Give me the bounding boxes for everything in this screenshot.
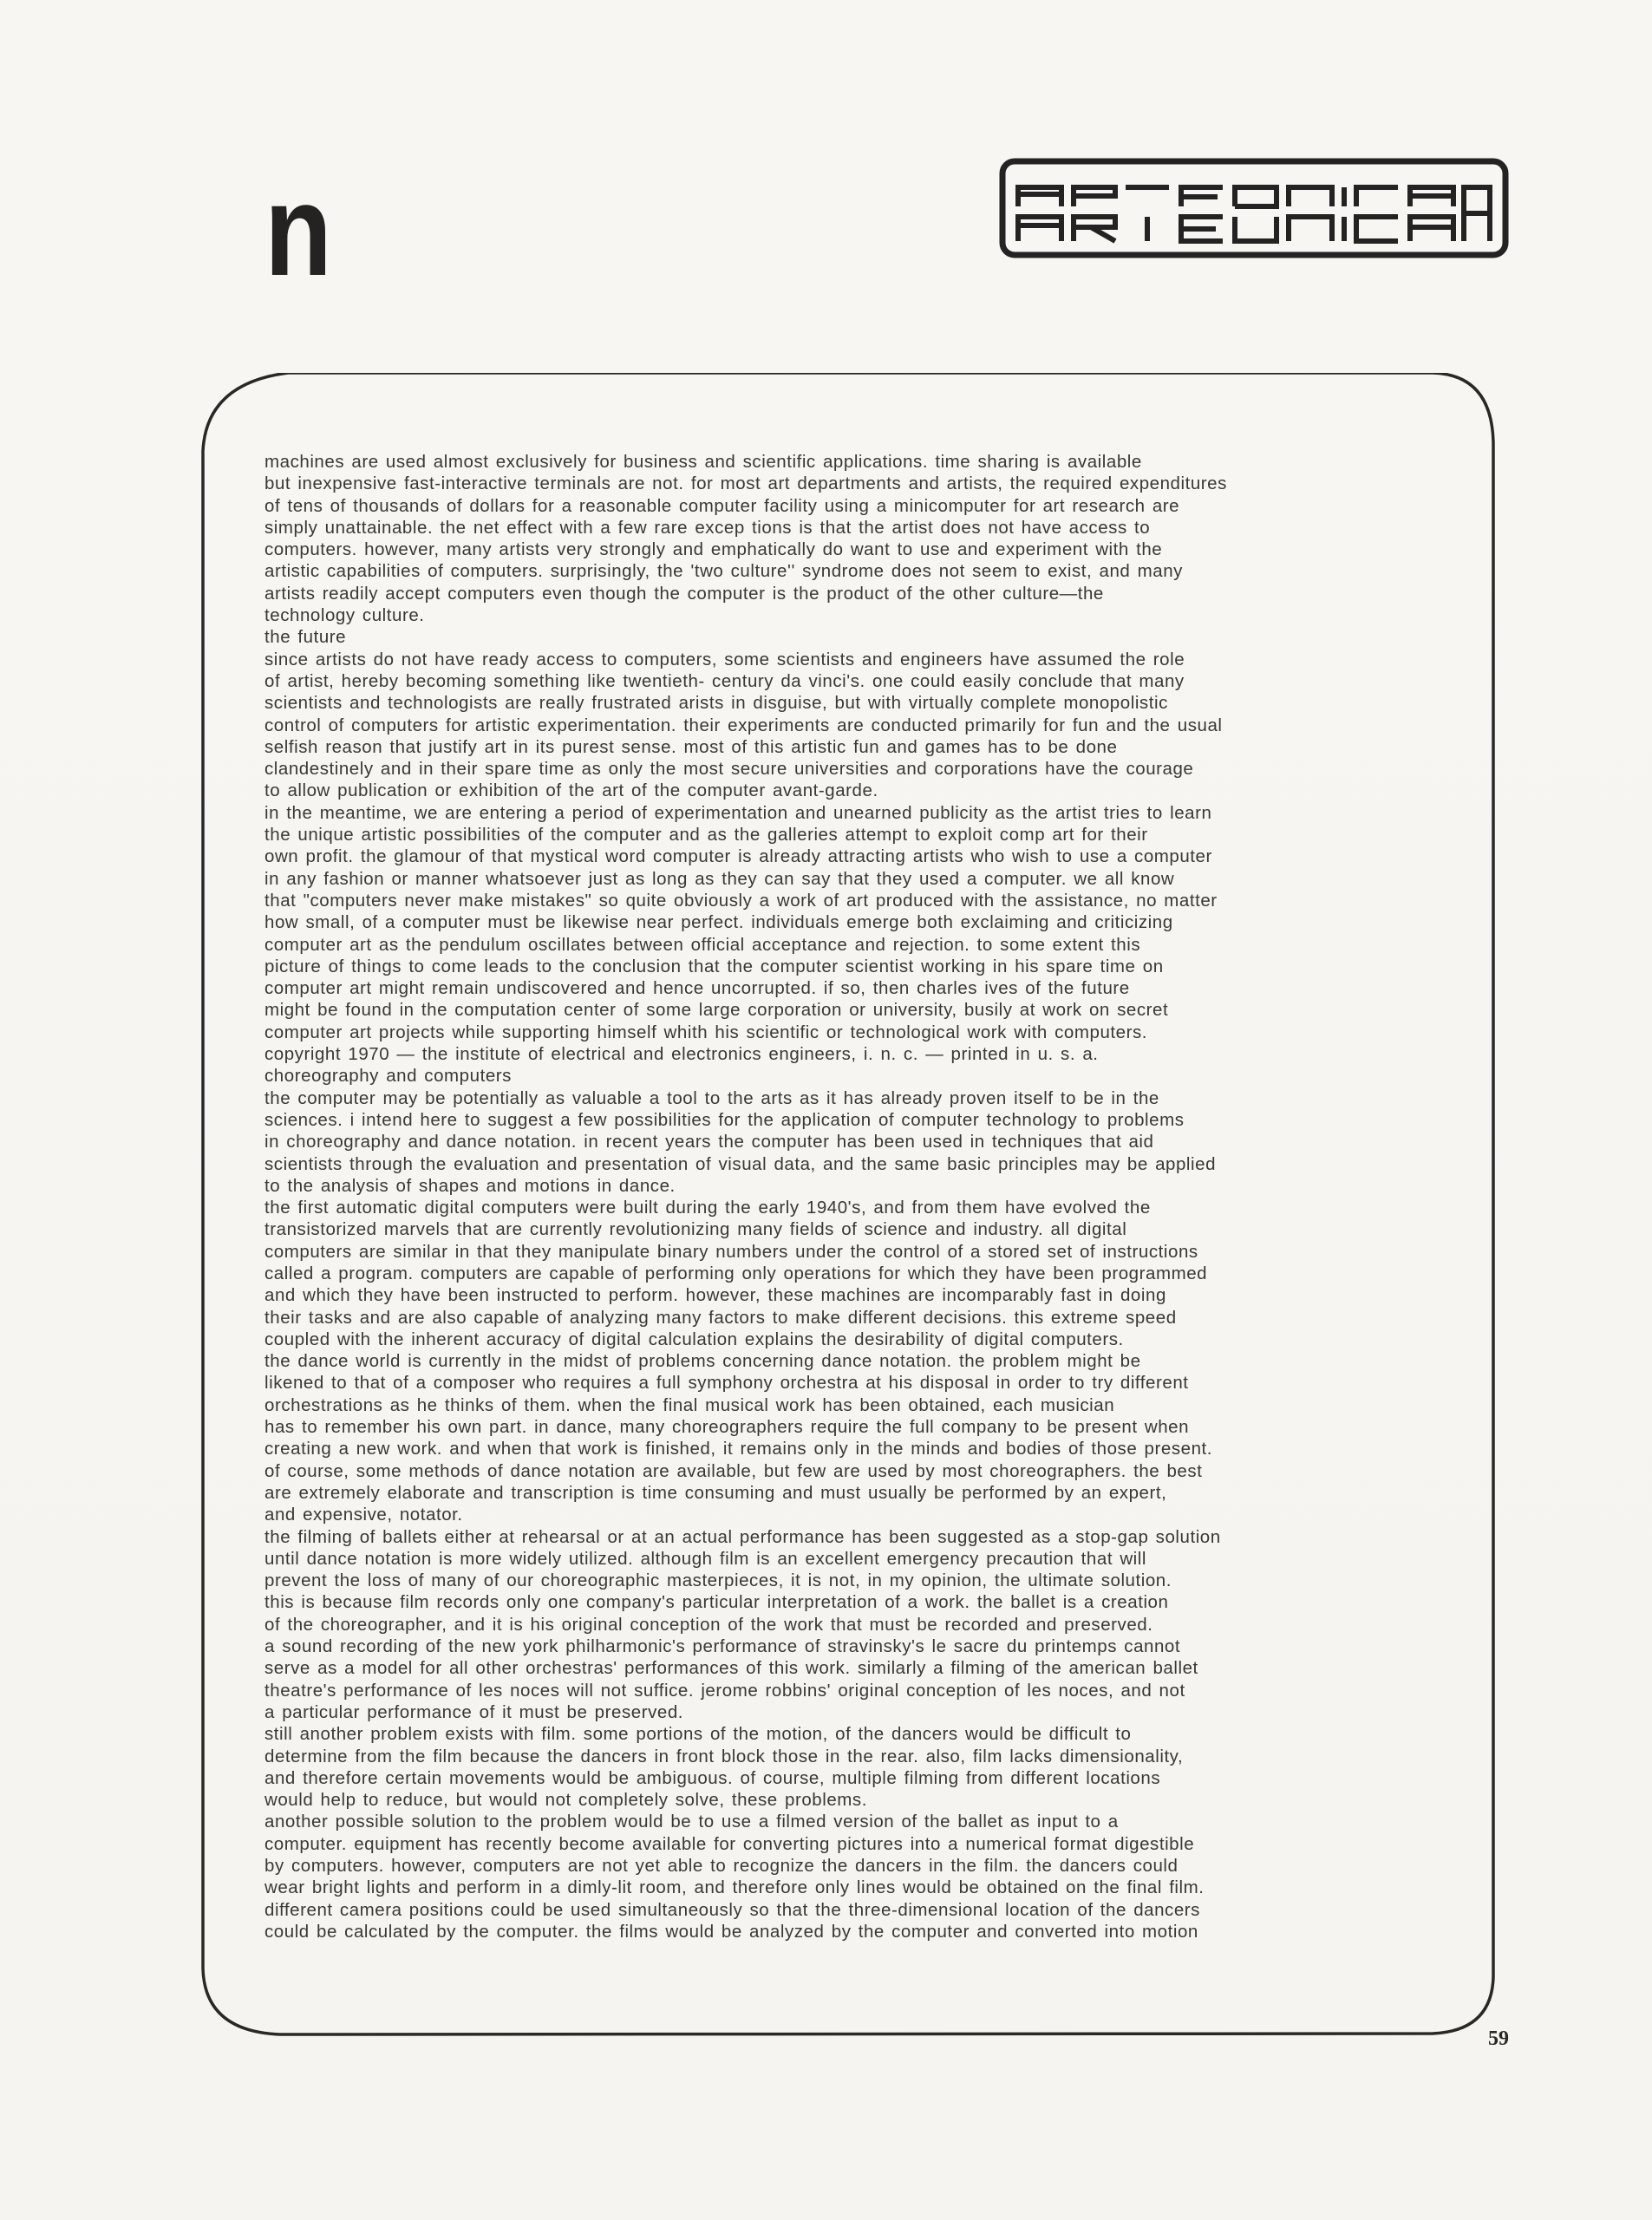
body-line: called a program. computers are capable of performing only operations for which they have been programmed xyxy=(264,1263,1208,1283)
body-line: could be calculated by the computer. the films would be analyzed by the computer and converted into motion xyxy=(264,1921,1198,1942)
body-line: wear bright lights and perform in a dimly-lit room, and therefore only lines would be obtained on the final film. xyxy=(264,1877,1205,1898)
body-line: prevent the loss of many of our choreographic masterpieces, it is not, in my opinion, the ultimate solution. xyxy=(264,1570,1172,1591)
body-line: in any fashion or manner whatsoever just as long as they can say that they used a computer. we all know xyxy=(264,868,1175,889)
body-line: would help to reduce, but would not completely solve, these problems. xyxy=(264,1790,867,1811)
body-line: own profit. the glamour of that mystical word computer is already attracting artists who wish to use a computer xyxy=(264,846,1212,867)
masthead-logo-graphic xyxy=(999,156,1509,260)
body-line: in the meantime, we are entering a period of experimentation and unearned publicity as the artist tries to learn xyxy=(264,802,1212,823)
body-line: and expensive, notator. xyxy=(264,1505,463,1525)
body-line: but inexpensive fast-interactive terminals are not. for most art departments and artists, the required expenditures xyxy=(264,473,1227,494)
body-line: by computers. however, computers are not yet able to recognize the dancers in the film. the dancers could xyxy=(264,1856,1179,1876)
body-line: how small, of a computer must be likewise near perfect. individuals emerge both exclaiming and criticizing xyxy=(264,912,1173,933)
body-line: still another problem exists with film. some portions of the motion, of the dancers would be difficult to xyxy=(264,1724,1132,1745)
body-line: choreography and computers xyxy=(264,1066,512,1087)
body-line: coupled with the inherent accuracy of digital calculation explains the desirability of digital computers. xyxy=(264,1329,1124,1349)
body-line: a particular performance of it must be preserved. xyxy=(264,1701,684,1722)
body-line: likened to that of a composer who requires a full symphony orchestra at his disposal in order to try different xyxy=(264,1373,1189,1394)
body-line: the first automatic digital computers were built during the early 1940's, and from them have evolved the xyxy=(264,1198,1151,1218)
body-line: until dance notation is more widely utilized. although film is an excellent emergency precaution that will xyxy=(264,1548,1146,1569)
body-line: and which they have been instructed to perform. however, these machines are incomparably fast in doing xyxy=(264,1285,1166,1306)
body-line: computers are similar in that they manipulate binary numbers under the control of a stored set of instructions xyxy=(264,1241,1198,1262)
body-line: control of computers for artistic experimentation. their experiments are conducted primarily for fun and the usual xyxy=(264,715,1223,735)
body-line: clandestinely and in their spare time as only the most secure universities and corporations have the courage xyxy=(264,759,1194,780)
body-line: picture of things to come leads to the conclusion that the computer scientist working in his spare time on xyxy=(264,956,1164,976)
body-line: serve as a model for all other orchestras' performances of this work. similarly a filming of the american ballet xyxy=(264,1658,1198,1679)
body-line: their tasks and are also capable of analyzing many factors to make different decisions. this extreme speed xyxy=(264,1307,1177,1328)
body-line: since artists do not have ready access to computers, some scientists and engineers have assumed the role xyxy=(264,649,1185,669)
body-line: orchestrations as he thinks of them. when the final musical work has been obtained, each musician xyxy=(264,1394,1115,1415)
masthead-logo xyxy=(999,156,1509,260)
body-line: the unique artistic possibilities of the computer and as the galleries attempt to exploit comp art for their xyxy=(264,825,1148,846)
body-line: artists readily accept computers even though the computer is the product of the other culture—the xyxy=(264,583,1104,604)
body-line: copyright 1970 — the institute of electrical and electronics engineers, i. n. c. — printed in u. s. a. xyxy=(264,1044,1099,1065)
body-line: the filming of ballets either at rehearsal or at an actual performance has been suggested as a stop-gap solution xyxy=(264,1526,1221,1547)
body-line: in choreography and dance notation. in recent years the computer has been used in techniques that aid xyxy=(264,1132,1154,1152)
body-line: selfish reason that justify art in its purest sense. most of this artistic fun and games has to be done xyxy=(264,736,1118,757)
body-line: scientists through the evaluation and presentation of visual data, and the same basic principles may be applied xyxy=(264,1153,1217,1174)
body-line: computer art as the pendulum oscillates between official acceptance and rejection. to some extent this xyxy=(264,934,1141,955)
body-line: that "computers never make mistakes" so quite obviously a work of art produced with the assistance, no matter xyxy=(264,890,1218,911)
body-line: sciences. i intend here to suggest a few possibilities for the application of computer technology to problems xyxy=(264,1109,1185,1130)
body-line: technology culture. xyxy=(264,605,425,626)
body-line: computers. however, many artists very strongly and emphatically do want to use and experiment with the xyxy=(264,539,1163,560)
body-line: are extremely elaborate and transcription is time consuming and must usually be performed by an expert, xyxy=(264,1482,1167,1503)
body-line: determine from the film because the dancers in front block those in the rear. also, film lacks dimensionality, xyxy=(264,1746,1184,1766)
body-line: this is because film records only one company's particular interpretation of a work. the ballet is a creation xyxy=(264,1592,1169,1613)
body-line: to allow publication or exhibition of the art of the computer avant-garde. xyxy=(264,780,878,801)
body-line: the dance world is currently in the midst of problems concerning dance notation. the problem might be xyxy=(264,1351,1141,1372)
body-line: another possible solution to the problem would be to use a filmed version of the ballet as input to a xyxy=(264,1812,1119,1832)
page-number: 59 xyxy=(1488,2027,1509,2050)
body-line: the future xyxy=(264,627,347,648)
body-line: a sound recording of the new york philharmonic's performance of stravinsky's le sacre du printemps cannot xyxy=(264,1636,1181,1657)
body-line: of tens of thousands of dollars for a reasonable computer facility using a minicomputer for art research are xyxy=(264,495,1180,516)
body-line: artistic capabilities of computers. surprisingly, the 'two culture'' syndrome does not seem to exist, and many xyxy=(264,561,1183,582)
body-line: machines are used almost exclusively for business and scientific applications. time sharing is available xyxy=(264,452,1142,472)
body-line: transistorized marvels that are currently revolutionizing many fields of science and industry. all digital xyxy=(264,1219,1127,1240)
body-line: simply unattainable. the net effect with a few rare excep tions is that the artist does not have access to xyxy=(264,517,1151,538)
body-line: computer art might remain undiscovered and hence uncorrupted. if so, then charles ives of the future xyxy=(264,978,1130,999)
body-line: computer. equipment has recently become available for converting pictures into a numerical format digestible xyxy=(264,1833,1195,1854)
body-line: the computer may be potentially as valuable a tool to the arts as it has already proven itself to be in the xyxy=(264,1087,1159,1108)
body-line: of artist, hereby becoming something like twentieth- century da vinci's. one could easily conclude that many xyxy=(264,670,1185,691)
section-letter: n xyxy=(264,157,331,303)
body-line: to the analysis of shapes and motions in dance. xyxy=(264,1175,676,1196)
body-line: of the choreographer, and it is his original conception of the work that must be recorded and preserved. xyxy=(264,1614,1153,1635)
body-line: computer art projects while supporting himself whith his scientific or technological work with computers. xyxy=(264,1022,1148,1042)
body-line: has to remember his own part. in dance, many choreographers require the full company to be present when xyxy=(264,1417,1190,1438)
body-line: scientists and technologists are really frustrated arists in disguise, but with virtually complete monopolistic xyxy=(264,693,1168,714)
body-line: different camera positions could be used simultaneously so that the three-dimensional location of the dancers xyxy=(264,1899,1200,1920)
article-body xyxy=(264,451,1444,1977)
body-line: creating a new work. and when that work is finished, it remains only in the minds and bodies of those present. xyxy=(264,1439,1213,1459)
body-line: of course, some methods of dance notation are available, but few are used by most choreographers. the best xyxy=(264,1460,1203,1481)
body-line: theatre's performance of les noces will not suffice. jerome robbins' original conception of les noces, and not xyxy=(264,1680,1185,1701)
body-line: might be found in the computation center of some large corporation or university, busily at work on secret xyxy=(264,1000,1169,1021)
body-line: and therefore certain movements would be ambiguous. of course, multiple filming from different locations xyxy=(264,1767,1161,1788)
